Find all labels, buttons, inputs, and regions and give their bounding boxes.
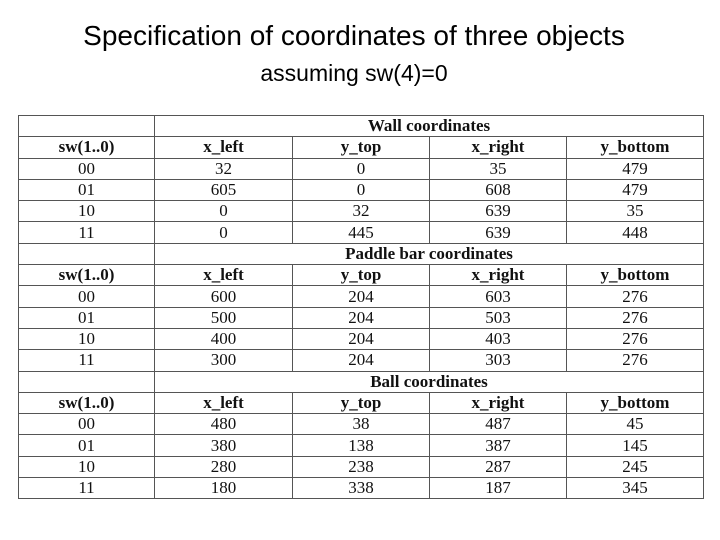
- y-bottom-cell: 145: [567, 435, 704, 456]
- x-right-cell: 187: [430, 478, 567, 499]
- y-bottom-cell: 245: [567, 456, 704, 477]
- x-left-cell: 0: [155, 222, 293, 243]
- y-bottom-cell: 276: [567, 328, 704, 349]
- y-top-header: y_top: [293, 392, 430, 413]
- y-bottom-header: y_bottom: [567, 392, 704, 413]
- sw-cell: 10: [19, 328, 155, 349]
- x-left-cell: 280: [155, 456, 293, 477]
- y-bottom-cell: 276: [567, 286, 704, 307]
- y-bottom-cell: 479: [567, 179, 704, 200]
- y-top-header: y_top: [293, 265, 430, 286]
- y-bottom-cell: 35: [567, 201, 704, 222]
- x-right-cell: 608: [430, 179, 567, 200]
- x-left-cell: 380: [155, 435, 293, 456]
- y-bottom-cell: 479: [567, 158, 704, 179]
- table-row: [19, 328, 704, 349]
- x-right-cell: 287: [430, 456, 567, 477]
- table-row: [19, 478, 704, 499]
- sw-cell: 10: [19, 201, 155, 222]
- sw-header: sw(1..0): [19, 265, 155, 286]
- x-left-header: x_left: [155, 392, 293, 413]
- blank-cell: [19, 116, 155, 137]
- blank-cell: [19, 371, 155, 392]
- x-right-cell: 487: [430, 414, 567, 435]
- x-right-cell: 387: [430, 435, 567, 456]
- x-left-cell: 0: [155, 201, 293, 222]
- table-row: [19, 435, 704, 456]
- x-left-cell: 600: [155, 286, 293, 307]
- x-left-cell: 180: [155, 478, 293, 499]
- wall-coordinates-section-title: Wall coordinates: [155, 116, 704, 137]
- y-top-cell: 445: [293, 222, 430, 243]
- table-row: [19, 456, 704, 477]
- y-top-cell: 0: [293, 158, 430, 179]
- x-right-header: x_right: [430, 137, 567, 158]
- x-left-cell: 300: [155, 350, 293, 371]
- y-top-cell: 204: [293, 328, 430, 349]
- x-left-cell: 400: [155, 328, 293, 349]
- sw-cell: 11: [19, 350, 155, 371]
- x-right-header: x_right: [430, 265, 567, 286]
- x-left-cell: 32: [155, 158, 293, 179]
- y-top-cell: 32: [293, 201, 430, 222]
- table-row: [19, 158, 704, 179]
- section-title-row: [19, 116, 704, 137]
- y-bottom-cell: 45: [567, 414, 704, 435]
- x-right-cell: 503: [430, 307, 567, 328]
- x-right-cell: 403: [430, 328, 567, 349]
- table-row: [19, 307, 704, 328]
- y-top-cell: 204: [293, 350, 430, 371]
- table-row: [19, 414, 704, 435]
- sw-cell: 01: [19, 179, 155, 200]
- y-bottom-header: y_bottom: [567, 137, 704, 158]
- coordinates-table: [18, 115, 704, 499]
- x-right-cell: 303: [430, 350, 567, 371]
- sw-cell: 10: [19, 456, 155, 477]
- slide-subtitle: assuming sw(4)=0: [260, 60, 448, 86]
- table-row: [19, 350, 704, 371]
- sw-cell: 11: [19, 478, 155, 499]
- section-title-row: [19, 243, 704, 264]
- y-bottom-cell: 276: [567, 350, 704, 371]
- x-right-cell: 35: [430, 158, 567, 179]
- slide-title: Specification of coordinates of three objects: [83, 20, 625, 51]
- y-top-cell: 204: [293, 286, 430, 307]
- y-bottom-cell: 276: [567, 307, 704, 328]
- coordinates-table-body: [19, 116, 704, 499]
- y-top-cell: 138: [293, 435, 430, 456]
- x-left-cell: 480: [155, 414, 293, 435]
- y-top-cell: 238: [293, 456, 430, 477]
- sw-cell: 01: [19, 307, 155, 328]
- y-top-header: y_top: [293, 137, 430, 158]
- x-right-header: x_right: [430, 392, 567, 413]
- table-row: [19, 222, 704, 243]
- blank-cell: [19, 243, 155, 264]
- y-top-cell: 38: [293, 414, 430, 435]
- x-right-cell: 639: [430, 222, 567, 243]
- sw-cell: 00: [19, 158, 155, 179]
- x-left-cell: 605: [155, 179, 293, 200]
- y-bottom-header: y_bottom: [567, 265, 704, 286]
- column-header-row: [19, 392, 704, 413]
- x-left-cell: 500: [155, 307, 293, 328]
- section-title-row: [19, 371, 704, 392]
- x-right-cell: 603: [430, 286, 567, 307]
- sw-cell: 00: [19, 414, 155, 435]
- y-bottom-cell: 345: [567, 478, 704, 499]
- table-row: [19, 286, 704, 307]
- table-row: [19, 179, 704, 200]
- sw-header: sw(1..0): [19, 392, 155, 413]
- sw-cell: 01: [19, 435, 155, 456]
- sw-cell: 00: [19, 286, 155, 307]
- x-left-header: x_left: [155, 137, 293, 158]
- paddle-bar-coordinates-section-title: Paddle bar coordinates: [155, 243, 704, 264]
- y-top-cell: 204: [293, 307, 430, 328]
- sw-header: sw(1..0): [19, 137, 155, 158]
- y-bottom-cell: 448: [567, 222, 704, 243]
- x-right-cell: 639: [430, 201, 567, 222]
- column-header-row: [19, 265, 704, 286]
- sw-cell: 11: [19, 222, 155, 243]
- column-header-row: [19, 137, 704, 158]
- table-row: [19, 201, 704, 222]
- ball-coordinates-section-title: Ball coordinates: [155, 371, 704, 392]
- x-left-header: x_left: [155, 265, 293, 286]
- y-top-cell: 338: [293, 478, 430, 499]
- y-top-cell: 0: [293, 179, 430, 200]
